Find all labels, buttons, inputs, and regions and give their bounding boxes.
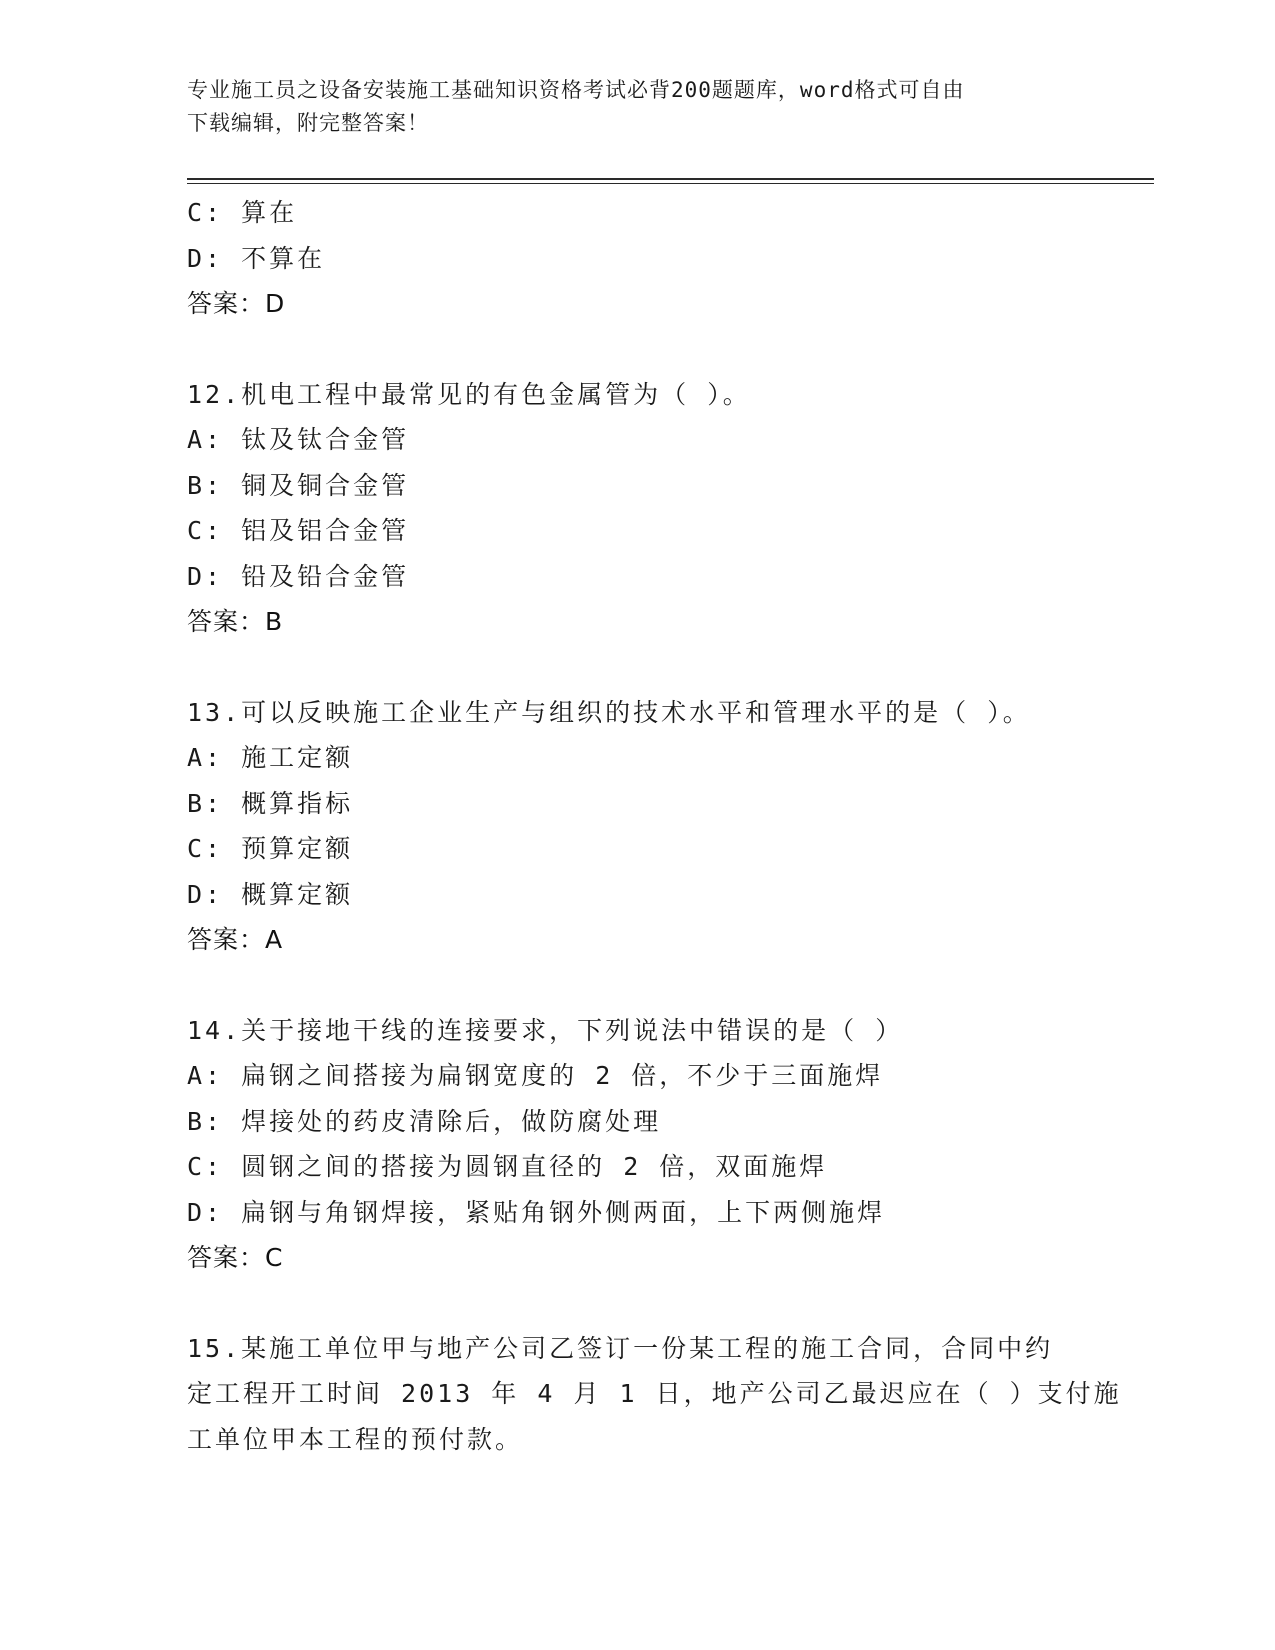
option-c: C: 圆钢之间的搭接为圆钢直径的 2 倍，双面施焊 bbox=[187, 1152, 828, 1181]
question-stem: 13.可以反映施工企业生产与组织的技术水平和管理水平的是（ ）。 bbox=[187, 697, 1031, 727]
question-list bbox=[187, 190, 1122, 1462]
question-14 bbox=[187, 1008, 1087, 1281]
spacer bbox=[187, 1281, 1087, 1326]
question-15 bbox=[187, 1326, 1122, 1463]
option-a: A: 钛及钛合金管 bbox=[187, 425, 410, 454]
answer-line: 答案：A bbox=[187, 925, 284, 954]
option-b: B: 焊接处的药皮清除后，做防腐处理 bbox=[187, 1106, 662, 1136]
spacer bbox=[187, 963, 1087, 1008]
option-c: C: 预算定额 bbox=[187, 834, 354, 863]
question-stem-line-1: 15.某施工单位甲与地产公司乙签订一份某工程的施工合同，合同中约 bbox=[187, 1333, 1054, 1363]
answer-line: 答案：C bbox=[187, 1243, 284, 1272]
header-divider-thin bbox=[187, 183, 1154, 184]
question-stem: 14.关于接地干线的连接要求，下列说法中错误的是（ ） bbox=[187, 1015, 904, 1045]
question-12 bbox=[187, 372, 1087, 645]
spacer bbox=[187, 327, 1087, 372]
spacer bbox=[187, 645, 1087, 690]
header-divider-thick bbox=[187, 178, 1154, 180]
option-a: A: 施工定额 bbox=[187, 743, 354, 772]
option-c: C: 算在 bbox=[187, 198, 298, 227]
option-b: B: 概算指标 bbox=[187, 788, 354, 818]
option-b: B: 铜及铜合金管 bbox=[187, 470, 410, 500]
option-d: D: 概算定额 bbox=[187, 879, 354, 909]
question-stem-line-3: 工单位甲本工程的预付款。 bbox=[187, 1424, 524, 1454]
option-d: D: 扁钢与角钢焊接，紧贴角钢外侧两面，上下两侧施焊 bbox=[187, 1197, 886, 1227]
previous-question-tail bbox=[187, 190, 1087, 327]
answer-line: 答案：D bbox=[187, 289, 286, 318]
header-line-1: 专业施工员之设备安装施工基础知识资格考试必背200题题库，word格式可自由 bbox=[187, 78, 965, 102]
document-header bbox=[187, 74, 1067, 140]
question-stem-line-2: 定工程开工时间 2013 年 4 月 1 日，地产公司乙最迟应在（ ）支付施 bbox=[187, 1379, 1122, 1408]
question-stem: 12.机电工程中最常见的有色金属管为（ ）。 bbox=[187, 379, 751, 409]
question-13 bbox=[187, 690, 1087, 963]
header-line-2: 下载编辑，附完整答案！ bbox=[187, 111, 429, 135]
option-d: D: 不算在 bbox=[187, 243, 326, 273]
answer-line: 答案：B bbox=[187, 607, 284, 636]
option-a: A: 扁钢之间搭接为扁钢宽度的 2 倍，不少于三面施焊 bbox=[187, 1061, 884, 1090]
option-c: C: 铝及铝合金管 bbox=[187, 516, 410, 545]
option-d: D: 铅及铅合金管 bbox=[187, 561, 410, 591]
